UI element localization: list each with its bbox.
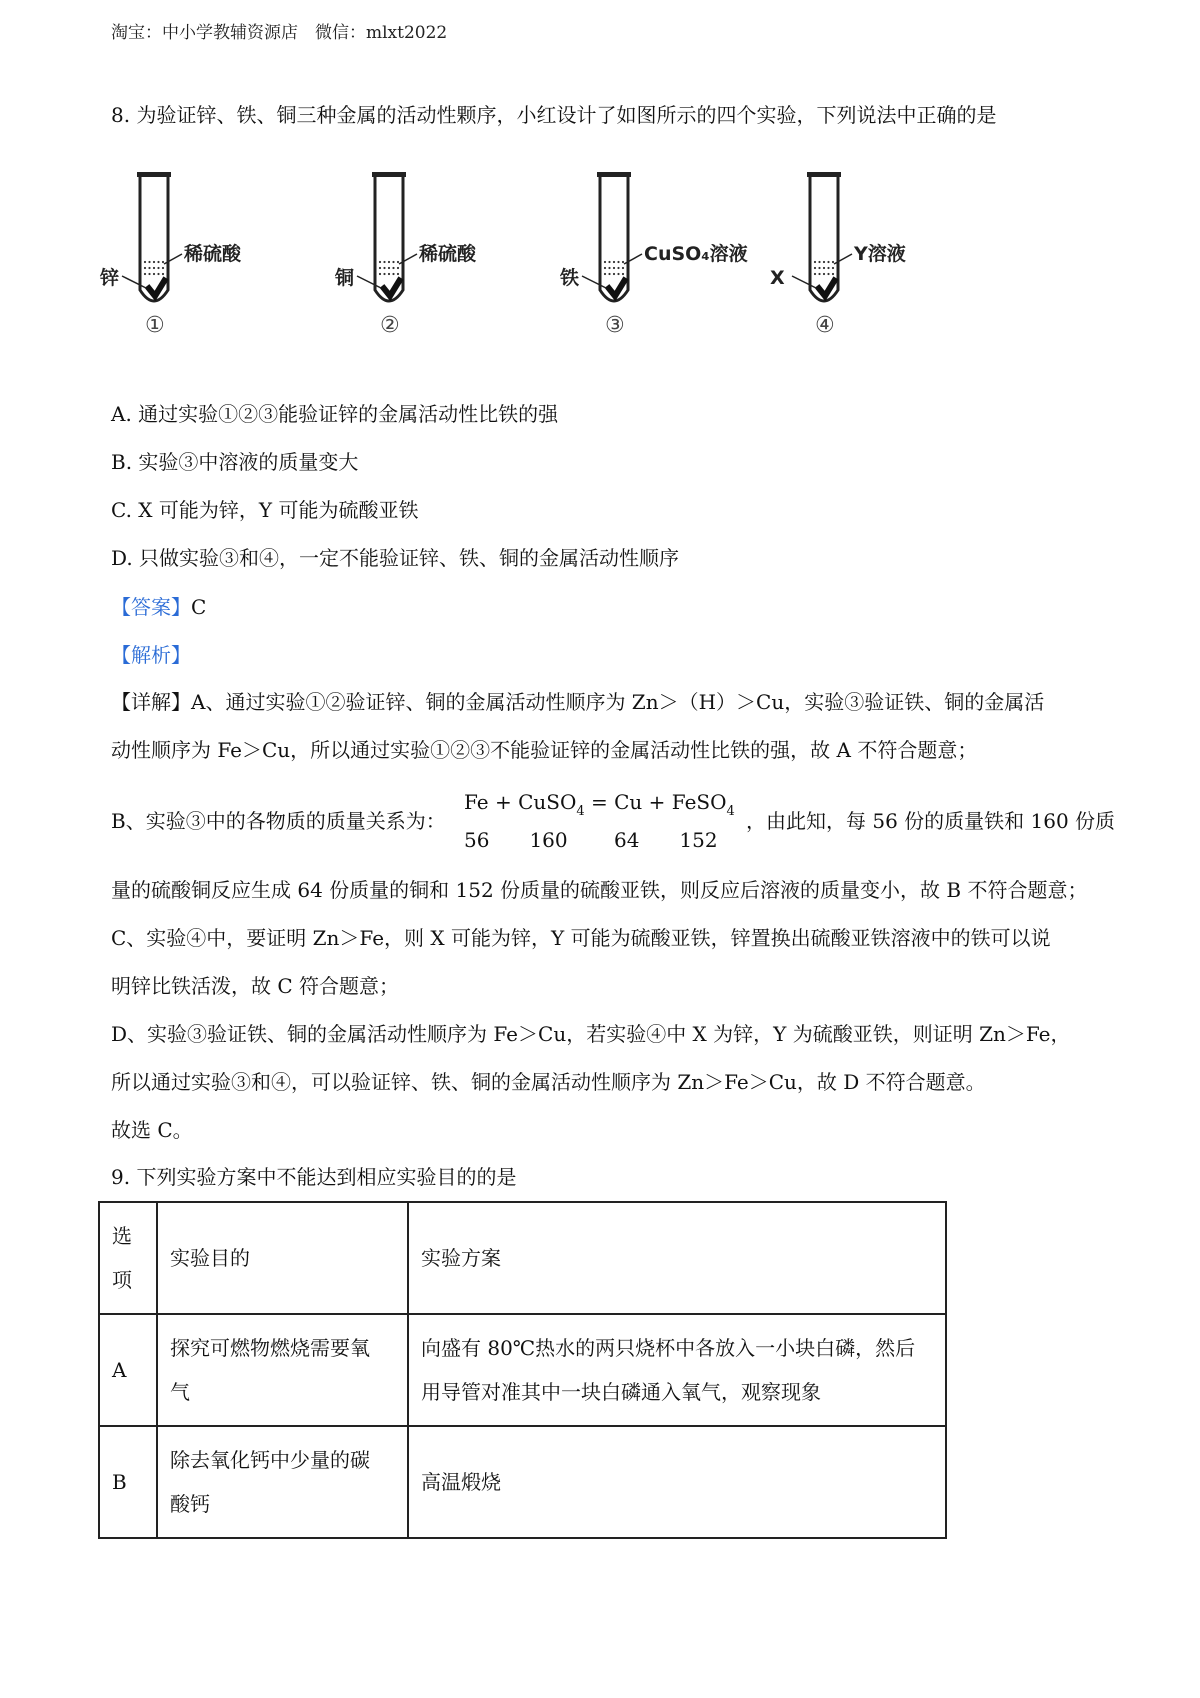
- liquid-dot: [832, 273, 834, 275]
- equation-block: [111, 780, 1116, 860]
- liquid-dot: [383, 261, 385, 263]
- liquid-dot: [823, 267, 825, 269]
- metal-piece: [147, 278, 166, 296]
- option-a: A. 通过实验①②③能验证锌的金属活动性比铁的强: [111, 402, 559, 426]
- liquid-dot: [604, 267, 606, 269]
- question-8-stem: 8. 为验证锌、铁、铜三种金属的活动性颗序，小红设计了如图所示的四个实验，下列说法中正确的是: [111, 103, 997, 127]
- formula-part-2: = Cu + FeSO: [584, 790, 727, 814]
- liquid-dot: [388, 273, 390, 275]
- liquid-dot: [162, 261, 164, 263]
- liquid-dot: [153, 267, 155, 269]
- tube-number: ④: [815, 313, 835, 338]
- liquid-dot: [617, 267, 619, 269]
- metal-label: 铁: [560, 267, 580, 289]
- liquid-dot: [818, 267, 820, 269]
- equation-formula: [464, 790, 735, 819]
- solution-label: 稀硫酸: [184, 243, 242, 265]
- test-tube-figure: [100, 172, 971, 372]
- liquid-dot: [397, 261, 399, 263]
- liquid-dot: [604, 273, 606, 275]
- row-a-plan: [408, 1314, 946, 1426]
- detail-line-2: 动性顺序为 Fe＞Cu，所以通过实验①②③不能验证锌的金属活动性比铁的强，故 A 不符合题意；: [111, 738, 978, 762]
- liquid-dot: [157, 261, 159, 263]
- liquid-dot: [144, 273, 146, 275]
- detail-line-3: 量的硫酸铜反应生成 64 份质量的铜和 152 份质量的硫酸亚铁，则反应后溶液的质量变小，故 B 不符合题意；: [111, 878, 1088, 902]
- metal-piece: [382, 278, 401, 296]
- liquid-dot: [823, 261, 825, 263]
- liquid-dot: [608, 273, 610, 275]
- detail-line-6: D、实验③验证铁、铜的金属活动性顺序为 Fe＞Cu，若实验④中 X 为锌，Y 为硫酸亚铁，则证明 Zn＞Fe，: [111, 1022, 1071, 1046]
- tube-rim: [597, 172, 631, 177]
- metal-pointer: [122, 276, 146, 288]
- experiment-table: [98, 1201, 947, 1539]
- detail-line-7: 所以通过实验③和④，可以验证锌、铁、铜的金属活动性顺序为 Zn＞Fe＞Cu，故 D 不符合题意。: [111, 1070, 986, 1094]
- metal-pointer: [357, 276, 381, 288]
- liquid-dot: [392, 273, 394, 275]
- row-a-goal-line-2: 气: [170, 1380, 190, 1404]
- liquid-dot: [392, 267, 394, 269]
- detail-text-1: A、通过实验①②验证锌、铜的金属活动性顺序为 Zn＞（H）＞Cu，实验③验证铁、铜的金属活: [191, 690, 1045, 714]
- liquid-dot: [148, 267, 150, 269]
- metal-piece: [607, 278, 626, 296]
- answer-value: C: [191, 595, 207, 619]
- liquid-dot: [604, 261, 606, 263]
- liquid-dot: [814, 261, 816, 263]
- liquid-dot: [162, 273, 164, 275]
- table-header-row: [99, 1202, 946, 1314]
- liquid-dot: [157, 267, 159, 269]
- liquid-dot: [379, 267, 381, 269]
- table-row: [99, 1426, 946, 1538]
- test-tube-3: [559, 172, 748, 338]
- equation-tail: ，由此知，每 56 份的质量铁和 160 份质: [746, 809, 1116, 833]
- detail-line-1: [111, 687, 1044, 717]
- header-plan: 实验方案: [408, 1202, 946, 1314]
- formula-sub-1: 4: [576, 804, 585, 819]
- liquid-dot: [814, 267, 816, 269]
- liquid-dot: [383, 267, 385, 269]
- liquid-dot: [622, 261, 624, 263]
- liquid-dot: [613, 273, 615, 275]
- liquid-dot: [832, 267, 834, 269]
- metal-label: X: [770, 267, 785, 289]
- liquid-dot: [832, 261, 834, 263]
- liquid-dot: [153, 273, 155, 275]
- metal-pointer: [582, 276, 606, 288]
- test-tube-2: [334, 172, 477, 338]
- detail-line-5: 明锌比铁活泼，故 C 符合题意；: [111, 974, 400, 998]
- row-b-option: B: [99, 1426, 157, 1538]
- liquid-dot: [827, 267, 829, 269]
- liquid-dot: [622, 267, 624, 269]
- tube-number: ①: [145, 313, 165, 338]
- formula-part-1: Fe + CuSO: [464, 790, 577, 814]
- solution-label: Y溶液: [854, 243, 906, 265]
- liquid-dot: [827, 261, 829, 263]
- liquid-dot: [608, 267, 610, 269]
- table-row: [99, 1314, 946, 1426]
- liquid-dot: [144, 261, 146, 263]
- liquid-dot: [622, 273, 624, 275]
- liquid-dot: [383, 273, 385, 275]
- question-9-stem: 9. 下列实验方案中不能达到相应实验目的的是: [111, 1165, 517, 1189]
- liquid-dot: [608, 261, 610, 263]
- test-tube-4: [770, 172, 906, 338]
- liquid-dot: [162, 267, 164, 269]
- equation-masses: 56 160 64 152: [464, 828, 718, 852]
- liquid-dot: [823, 273, 825, 275]
- liquid-dot: [617, 261, 619, 263]
- tube-number: ③: [605, 313, 625, 338]
- option-d: D. 只做实验③和④，一定不能验证锌、铁、铜的金属活动性顺序: [111, 546, 680, 570]
- test-tubes-diagram: [100, 172, 971, 372]
- row-a-goal-line-1: 探究可燃物燃烧需要氧: [170, 1336, 370, 1360]
- liquid-dot: [827, 273, 829, 275]
- equation-lead: B、实验③中的各物质的质量关系为：: [111, 809, 446, 833]
- liquid-dot: [392, 261, 394, 263]
- test-tube-1: [99, 172, 242, 338]
- liquid-dot: [818, 261, 820, 263]
- liquid-dot: [397, 273, 399, 275]
- row-a-option: A: [99, 1314, 157, 1426]
- option-b: B. 实验③中溶液的质量变大: [111, 450, 359, 474]
- row-a-plan-line-1: 向盛有 80℃热水的两只烧杯中各放入一小块白磷，然后: [421, 1336, 916, 1360]
- liquid-dot: [613, 261, 615, 263]
- tube-rim: [372, 172, 406, 177]
- detail-tag: 【详解】: [111, 690, 191, 714]
- row-b-plan: 高温煅烧: [408, 1426, 946, 1538]
- formula-sub-2: 4: [726, 804, 735, 819]
- liquid-dot: [148, 261, 150, 263]
- liquid-dot: [157, 273, 159, 275]
- row-b-goal-line-2: 酸钙: [170, 1492, 210, 1516]
- metal-piece: [817, 278, 836, 296]
- analysis-tag: 【解析】: [111, 643, 191, 667]
- page-header: 淘宝：中小学教辅资源店 微信：mlxt2022: [111, 23, 448, 43]
- tube-rim: [807, 172, 841, 177]
- liquid-dot: [148, 273, 150, 275]
- liquid-dot: [814, 273, 816, 275]
- liquid-dot: [388, 267, 390, 269]
- solution-label: 稀硫酸: [419, 243, 477, 265]
- metal-label: 锌: [100, 267, 120, 289]
- answer-line: [111, 592, 206, 622]
- solution-label: CuSO₄溶液: [644, 243, 748, 265]
- liquid-dot: [153, 261, 155, 263]
- tube-rim: [137, 172, 171, 177]
- row-a-goal: [157, 1314, 408, 1426]
- row-b-goal: [157, 1426, 408, 1538]
- header-goal: 实验目的: [157, 1202, 408, 1314]
- row-b-goal-line-1: 除去氧化钙中少量的碳: [170, 1448, 370, 1472]
- liquid-dot: [818, 273, 820, 275]
- header-option: [99, 1202, 157, 1314]
- tube-number: ②: [380, 313, 400, 338]
- metal-label: 铜: [335, 267, 355, 289]
- detail-line-4: C、实验④中，要证明 Zn＞Fe，则 X 可能为锌，Y 可能为硫酸亚铁，锌置换出硫酸亚铁溶液中的铁可以说: [111, 926, 1051, 950]
- liquid-dot: [617, 273, 619, 275]
- liquid-dot: [613, 267, 615, 269]
- option-c: C. X 可能为锌，Y 可能为硫酸亚铁: [111, 498, 419, 522]
- conclusion-line: 故选 C。: [111, 1118, 193, 1142]
- liquid-dot: [379, 261, 381, 263]
- row-a-plan-line-2: 用导管对准其中一块白磷通入氧气，观察现象: [421, 1380, 821, 1404]
- liquid-dot: [379, 273, 381, 275]
- liquid-dot: [144, 267, 146, 269]
- liquid-dot: [388, 261, 390, 263]
- header-option-text: 选 项: [112, 1224, 132, 1292]
- liquid-dot: [397, 267, 399, 269]
- answer-tag: 【答案】: [111, 595, 191, 619]
- metal-pointer: [792, 276, 816, 288]
